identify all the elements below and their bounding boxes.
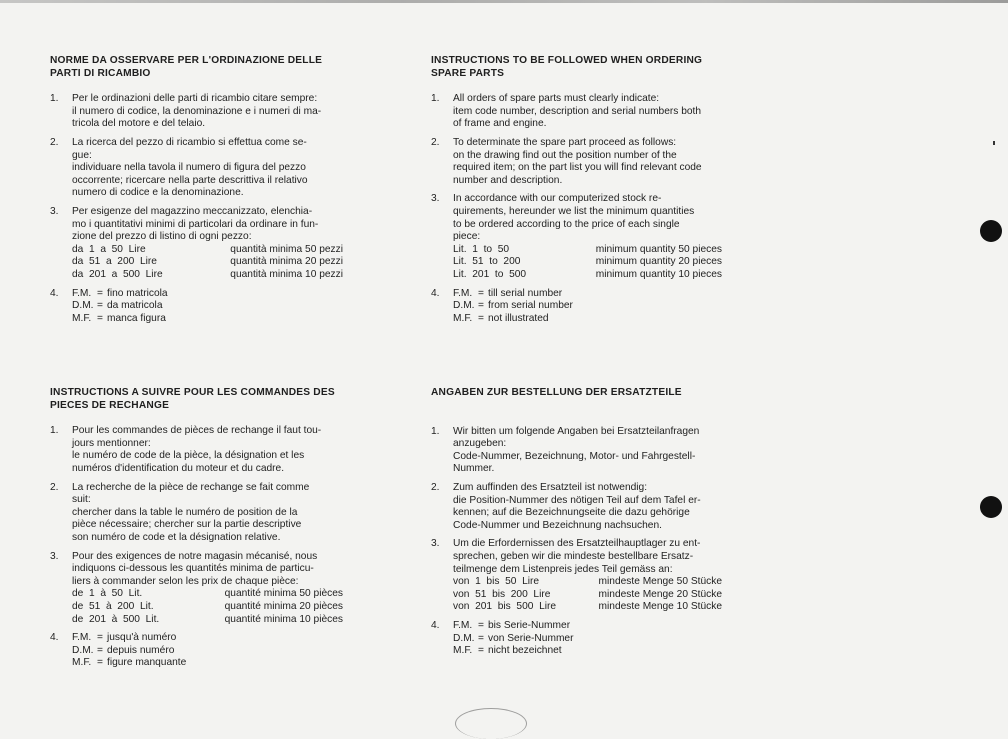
item-line: required item; on the part list you will find relevant code [453, 162, 702, 174]
abbreviation-meaning: manca figura [107, 312, 166, 324]
binder-hole [980, 496, 1002, 518]
section-german [431, 387, 722, 664]
item-line: In accordance with our computerized stock re- [453, 193, 662, 205]
scan-mark [993, 141, 995, 145]
abbreviation-list [72, 632, 343, 670]
abbreviation-meaning: da matricola [107, 300, 163, 312]
minimum-quantity: quantità minima 50 pezzi [230, 243, 343, 255]
abbreviation-meaning: bis Serie-Nummer [488, 619, 571, 631]
item-number: 4. [431, 287, 440, 299]
item-line: La ricerca del pezzo di ricambio si effettua come se- [72, 136, 307, 148]
item-line: of frame and engine. [453, 118, 547, 130]
item-line: numero di codice e la denominazione. [72, 187, 244, 199]
table-row [453, 244, 722, 257]
equals-sign: = [97, 657, 103, 669]
item-line: sprechen, geben wir die mindeste bestellbare Ersatz- [453, 550, 694, 562]
table-row [453, 256, 722, 269]
minimum-quantity: quantité minima 50 pièces [224, 588, 343, 600]
table-row [453, 589, 722, 602]
item-line: mo i quantitativi minimi di particolari da ordinare in fun- [72, 218, 319, 230]
equals-sign: = [478, 287, 484, 299]
equals-sign: = [478, 619, 484, 631]
equals-sign: = [478, 300, 484, 312]
list-item [431, 426, 722, 476]
table-row [72, 601, 343, 614]
item-number: 4. [431, 619, 440, 631]
item-number: 1. [431, 93, 440, 105]
title-line-2: PIECES DE RECHANGE [50, 399, 170, 411]
minimum-quantity: quantité minima 20 pièces [224, 600, 343, 612]
section-title [50, 55, 343, 80]
item-line: Code-Nummer, Bezeichnung, Motor- und Fahrgestell- [453, 450, 696, 462]
item-number: 3. [431, 538, 440, 550]
item-line: Per le ordinazioni delle parti di ricambio citare sempre: [72, 93, 318, 105]
table-row [72, 256, 343, 269]
title-line-1: INSTRUCTIONS TO BE FOLLOWED WHEN ORDERING [431, 55, 703, 66]
list-item [431, 193, 722, 281]
list-item [50, 551, 343, 627]
table-row [453, 601, 722, 614]
list-item [431, 620, 722, 658]
instruction-list [431, 93, 722, 325]
equals-sign: = [478, 632, 484, 644]
abbreviation-meaning: till serial number [488, 287, 563, 299]
title-line-2: PARTI DI RICAMBIO [50, 67, 151, 79]
list-item [50, 632, 343, 670]
abbreviation: D.M. [453, 632, 475, 644]
item-line: Nummer. [453, 463, 495, 475]
section-title [431, 55, 722, 80]
minimum-quantity: minimum quantity 50 pieces [595, 243, 722, 255]
section-title [431, 387, 722, 400]
item-number: 1. [50, 93, 59, 105]
item-line: liers à commander selon les prix de chaque pièce: [72, 575, 299, 587]
instruction-list [431, 426, 722, 658]
title-line-1: NORME DA OSSERVARE PER L'ORDINAZIONE DELLE [50, 55, 323, 66]
binder-hole [980, 220, 1002, 242]
minimum-quantity: quantité minima 10 pièces [224, 613, 343, 625]
item-line: on the drawing find out the position number of the [453, 149, 677, 161]
item-line: jours mentionner: [72, 437, 151, 449]
abbreviation: F.M. [453, 287, 473, 299]
item-line: Pour les commandes de pièces de rechange il faut tou- [72, 425, 322, 437]
table-row [453, 576, 722, 589]
item-line: individuare nella tavola il numero di figura del pezzo [72, 162, 306, 174]
equals-sign: = [97, 312, 103, 324]
item-number: 3. [50, 205, 59, 217]
item-number: 3. [50, 550, 59, 562]
item-line: suit: [72, 494, 91, 506]
minimum-quantity: minimum quantity 10 pieces [595, 268, 722, 280]
equals-sign: = [97, 287, 103, 299]
item-line: Um die Erfordernissen des Ersatzteilhauptlager zu ent- [453, 538, 701, 550]
list-item [431, 93, 722, 131]
section-french [50, 387, 343, 676]
section-italian [50, 55, 343, 331]
abbreviation: M.F. [72, 312, 92, 324]
list-item [50, 288, 343, 326]
instruction-list [50, 425, 343, 670]
item-line: item code number, description and serial numbers both [453, 105, 702, 117]
item-number: 4. [50, 632, 59, 644]
item-number: 2. [431, 136, 440, 148]
quantity-table [72, 244, 343, 282]
section-title [50, 387, 343, 412]
list-item [431, 137, 722, 187]
price-range: da 1 a 50 Lire [72, 243, 146, 255]
abbreviation: F.M. [72, 287, 92, 299]
abbreviation-list [453, 288, 722, 326]
item-line: teilmenge dem Listenpreis jedes Teil gemäss an: [453, 563, 673, 575]
item-number: 1. [50, 425, 59, 437]
abbreviation: M.F. [72, 657, 92, 669]
abbreviation-meaning: depuis numéro [107, 644, 175, 656]
item-line: La recherche de la pièce de rechange se fait comme [72, 481, 310, 493]
minimum-quantity: mindeste Menge 20 Stücke [598, 588, 722, 600]
item-line: piece: [453, 231, 481, 243]
list-item [50, 137, 343, 200]
item-number: 3. [431, 193, 440, 205]
item-number: 4. [50, 287, 59, 299]
price-range: de 201 à 500 Lit. [72, 613, 160, 625]
item-line: le numéro de code de la pièce, la désignation et les [72, 450, 305, 462]
abbreviation-meaning: von Serie-Nummer [488, 632, 574, 644]
item-line: die Position-Nummer des nötigen Teil auf dem Tafel er- [453, 494, 701, 506]
item-number: 2. [50, 481, 59, 493]
price-range: de 1 à 50 Lit. [72, 588, 143, 600]
abbreviation-meaning: jusqu'à numéro [107, 632, 177, 644]
list-item [50, 93, 343, 131]
abbreviation-list [453, 620, 722, 658]
abbreviation-meaning: nicht bezeichnet [488, 645, 562, 657]
section-english [431, 55, 722, 331]
abbreviation: M.F. [453, 645, 473, 657]
item-line: to be ordered according to the price of each single [453, 218, 680, 230]
title-line-2: SPARE PARTS [431, 67, 505, 79]
price-range: von 1 bis 50 Lire [453, 576, 540, 588]
price-range: von 201 bis 500 Lire [453, 601, 557, 613]
table-row [72, 588, 343, 601]
abbreviation-meaning: from serial number [488, 300, 573, 312]
item-line: Zum auffinden des Ersatzteil ist notwendig: [453, 481, 648, 493]
equals-sign: = [97, 644, 103, 656]
quantity-table [453, 244, 722, 282]
price-range: Lit. 1 to 50 [453, 243, 510, 255]
table-row [72, 244, 343, 257]
list-item [431, 538, 722, 614]
minimum-quantity: quantità minima 20 pezzi [230, 256, 343, 268]
equals-sign: = [478, 312, 484, 324]
quantity-table [453, 576, 722, 614]
item-line: Per esigenze del magazzino meccanizzato, elenchia- [72, 205, 313, 217]
abbreviation-meaning: figure manquante [107, 657, 187, 669]
abbreviation: M.F. [453, 312, 473, 324]
item-line: tricola del motore e del telaio. [72, 118, 206, 130]
minimum-quantity: quantità minima 10 pezzi [230, 268, 343, 280]
item-line: number and description. [453, 174, 563, 186]
list-item [50, 425, 343, 475]
list-item [431, 288, 722, 326]
price-range: da 51 a 200 Lire [72, 256, 157, 268]
instruction-list [50, 93, 343, 325]
price-range: Lit. 51 to 200 [453, 256, 521, 268]
item-line: indiquons ci-dessous les quantités minima de particu- [72, 563, 314, 575]
item-line: pièce nécessaire; chercher sur la partie descriptive [72, 519, 302, 531]
title-line-1: INSTRUCTIONS A SUIVRE POUR LES COMMANDES DES [50, 387, 335, 398]
price-range: Lit. 201 to 500 [453, 268, 527, 280]
item-number: 2. [431, 481, 440, 493]
abbreviation: D.M. [453, 300, 475, 312]
price-range: da 201 a 500 Lire [72, 268, 163, 280]
list-item [50, 482, 343, 545]
title-line-1: ANGABEN ZUR BESTELLUNG DER ERSATZTEILE [431, 387, 682, 398]
minimum-quantity: mindeste Menge 10 Stücke [598, 601, 722, 613]
abbreviation: D.M. [72, 644, 94, 656]
item-line: gue: [72, 149, 92, 161]
item-line: numéros d'identification du moteur et du cadre. [72, 462, 285, 474]
item-line: Code-Nummer und Bezeichnung nachsuchen. [453, 519, 662, 531]
item-line: chercher dans la table le numéro de position de la [72, 506, 298, 518]
abbreviation-meaning: fino matricola [107, 287, 168, 299]
item-line: son numéro de code et la désignation relative. [72, 531, 281, 543]
list-item [50, 206, 343, 282]
price-range: de 51 à 200 Lit. [72, 600, 154, 612]
table-row [72, 269, 343, 282]
item-line: zione del prezzo di listino di ogni pezzo: [72, 231, 252, 243]
quantity-table [72, 588, 343, 626]
item-number: 1. [431, 425, 440, 437]
abbreviation: F.M. [453, 619, 473, 631]
item-line: Pour des exigences de notre magasin mécanisé, nous [72, 550, 318, 562]
item-line: il numero di codice, la denominazione e i numeri di ma- [72, 105, 322, 117]
abbreviation: D.M. [72, 300, 94, 312]
abbreviation-meaning: not illustrated [488, 312, 549, 324]
item-line: kennen; auf die Bezeichnungseite die dazu gehörige [453, 507, 690, 519]
scan-edge-line [0, 0, 1008, 3]
equals-sign: = [478, 645, 484, 657]
equals-sign: = [97, 300, 103, 312]
table-row [453, 269, 722, 282]
item-line: anzugeben: [453, 438, 507, 450]
price-range: von 51 bis 200 Lire [453, 588, 551, 600]
minimum-quantity: minimum quantity 20 pieces [595, 256, 722, 268]
item-line: Wir bitten um folgende Angaben bei Ersatzteilanfragen [453, 425, 700, 437]
item-line: To determinate the spare part proceed as follows: [453, 136, 677, 148]
item-number: 2. [50, 136, 59, 148]
equals-sign: = [97, 632, 103, 644]
list-item [431, 482, 722, 532]
minimum-quantity: mindeste Menge 50 Stücke [598, 576, 722, 588]
item-line: quirements, hereunder we list the minimum quantities [453, 205, 695, 217]
item-line: All orders of spare parts must clearly indicate: [453, 93, 660, 105]
abbreviation-list [72, 288, 343, 326]
abbreviation: F.M. [72, 632, 92, 644]
table-row [72, 614, 343, 627]
item-line: occorrente; ricercare nella parte descrittiva il relativo [72, 174, 308, 186]
